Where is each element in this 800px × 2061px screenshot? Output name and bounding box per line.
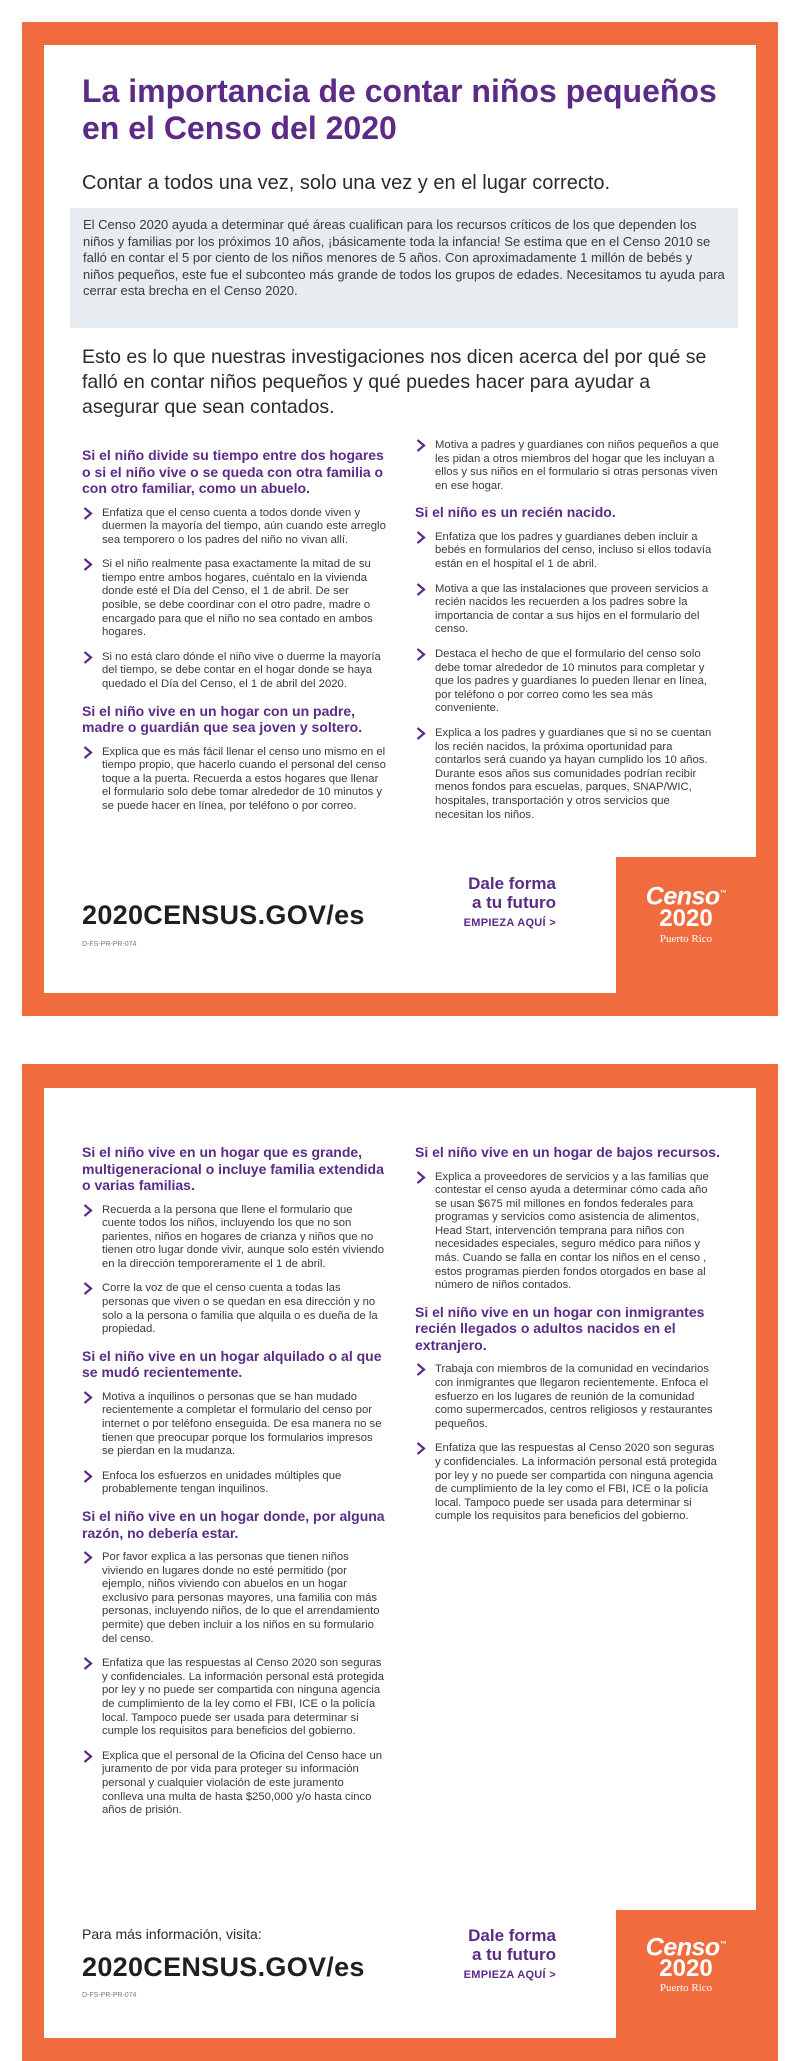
- bullet-text: Si el niño realmente pasa exactamente la mitad de su tiempo entre ambos hogares, cuéntalo en la vivienda donde esté el Día del Censo, el 1 de abril. De ser posible, se debe coordinar con el otro padre, madre o encargado para que el niño no sea contado en ambos hogares.: [102, 558, 373, 639]
- bullet-item: [415, 531, 720, 572]
- chevron-right-icon: [416, 1363, 428, 1377]
- bullet-item: [82, 1282, 387, 1336]
- bullet-item: [415, 648, 720, 716]
- cta-line-2: a tu futuro: [471, 1945, 556, 1964]
- section-heading: Si el niño vive en un hogar con inmigrantes recién llegados o adultos nacidos en el extranjero.: [415, 1303, 705, 1353]
- chevron-right-icon: [416, 1171, 428, 1185]
- census-logo: [616, 857, 756, 993]
- bullet-text: Si no está claro dónde el niño vive o duerme la mayoría del tiempo, se debe contar en el hogar donde se haya quedado el Día del Censo, el 1 de abril del 2020.: [102, 650, 381, 691]
- chevron-right-icon: [416, 1442, 428, 1456]
- chevron-right-icon: [83, 507, 95, 521]
- bullet-item: [82, 1470, 387, 1497]
- chevron-right-icon: [83, 651, 95, 665]
- chevron-right-icon: [83, 1750, 95, 1764]
- chevron-right-icon: [83, 1391, 95, 1405]
- cta-start-link[interactable]: EMPIEZA AQUÍ >: [463, 1969, 556, 1981]
- section: [82, 1348, 387, 1497]
- bullet-text: Corre la voz de que el censo cuenta a todas las personas que viven o se quedan en esa dirección y no solo a la persona o familia que alquila o es dueña de la propiedad.: [102, 1282, 378, 1336]
- chevron-right-icon: [83, 1470, 95, 1484]
- page-2: [0, 1036, 800, 2061]
- content-card: [44, 45, 756, 993]
- logo-trademark: ™: [719, 1941, 727, 1948]
- census-url[interactable]: 2020CENSUS.GOV/es: [82, 900, 365, 930]
- document-code: D-FS-PR-PR-074: [82, 1992, 137, 1999]
- bullet-text: Motiva a padres y guardianes con niños pequeños a que les pidan a otros miembros del hogar que les incluyan a ellos y sus niños en el formulario si otras personas viven en ese hogar.: [435, 439, 719, 492]
- section-heading: Si el niño divide su tiempo entre dos hogares o si el niño vive o se queda con otra familia o con otro familiar, como un abuelo.: [82, 447, 384, 496]
- logo-year: 2020: [659, 905, 713, 932]
- bullet-text: Recuerda a la persona que llene el formulario que cuente todos los niños, incluyendo los que no son parientes, niños en hogares de crianza y niños que no tienen otro lugar donde vivir, aunque solo estén viviendo en la dirección temporeramente el 1 de abril.: [102, 1203, 384, 1270]
- bullet-item: [415, 439, 720, 493]
- chevron-right-icon: [83, 1204, 95, 1218]
- chevron-right-icon: [83, 1657, 95, 1671]
- bullet-text: Explica a proveedores de servicios y a las familias que contestar el censo ayuda a determinar cómo cada año se usan $675 mil millones en fondos federales para programas y servicios como asistencia de alimentos, Head Start, intervención temprana para niños con necesidades especiales, seguro médico para niños y más. Cuando se falla en contar los niños en el censo , estos programas pierden fondos otorgados en base al número de niños contados.: [435, 1170, 709, 1292]
- bullet-item: [82, 558, 387, 640]
- chevron-right-icon: [416, 531, 428, 545]
- document-code: D-FS-PR-PR-074: [82, 941, 137, 948]
- lead-paragraph: Esto es lo que nuestras investigaciones nos dicen acerca del por qué se falló en contar niños pequeños y qué puedes hacer para ayudar a asegurar que sean contados.: [82, 346, 707, 418]
- section: [415, 504, 720, 822]
- chevron-right-icon: [83, 558, 95, 572]
- cta-line-1: Dale forma: [468, 1926, 556, 1945]
- chevron-right-icon: [83, 746, 95, 760]
- section-heading: Si el niño es un recién nacido.: [415, 504, 616, 521]
- bullet-item: [82, 1204, 387, 1272]
- bullet-text: Explica a los padres y guardianes que si no se cuentan los recién nacidos, la próxima oportunidad para contarlos será cuando ya hayan cumplido los 10 años. Durante esos años sus comunidades podrían recibir menos fondos para escuelas, parques, SNAP/WIC, hospitales, transportación y otros servicios que necesitan los niños.: [435, 727, 712, 821]
- bullet-text: Explica que el personal de la Oficina del Censo hace un juramento de por vida para proteger su información personal y cualquier violación de este juramento conlleva una multa de hasta $250,000 y/o hasta cinco años de prisión.: [102, 1749, 383, 1817]
- bullet-text: Enfatiza que los padres y guardianes deben incluir a bebés en formularios del censo, incluso si ellos todavía están en el hospital el 1 de abril.: [435, 530, 712, 571]
- section-heading: Si el niño vive en un hogar alquilado o al que se mudó recientemente.: [82, 1347, 382, 1381]
- chevron-right-icon: [416, 439, 428, 453]
- bullet-text: Motiva a inquilinos o personas que se han mudado recientemente a completar el formulario del censo por internet o por teléfono enseguida. De esa manera no se tienen que preocupar porque los formularios impresos se pierdan en la mudanza.: [102, 1390, 382, 1458]
- bullet-text: Trabaja con miembros de la comunidad en vecindarios con inmigrantes que llegaron recientemente. Enfoca el esfuerzo en los lugares de reunión de la comunidad como supermercados, centros religiosos y restaurantes pequeños.: [435, 1363, 713, 1430]
- bullet-item: [415, 583, 720, 637]
- section: [415, 439, 720, 493]
- section-heading: Si el niño vive en un hogar con un padre, madre o guardián que sea joven y soltero.: [82, 702, 363, 736]
- logo-word: Censo: [645, 882, 720, 911]
- content-card: [44, 1088, 756, 2038]
- chevron-right-icon: [416, 727, 428, 741]
- logo-word: Censo: [645, 1933, 720, 1962]
- intro-box: El Censo 2020 ayuda a determinar qué áreas cualifican para los recursos críticos de los que dependen los niños y familias por los próximos 10 años, ¡básicamente toda la infancia! Se estima que en el Censo 2010 se falló en contar el 5 por ciento de los niños menores de 5 años. Con aproximadamente 1 millón de bebés y niños pequeños, este fue el subconteo más grande de todos los grupos de edades. Necesitamos tu ayuda para cerrar esta brecha en el Censo 2020.: [70, 208, 738, 328]
- bullet-text: Destaca el hecho de que el formulario del censo solo debe tomar alrededor de 10 minutos para completar y que los padres y guardianes lo pueden llenar en línea, por teléfono o por correo como les sea más conveniente.: [435, 648, 707, 715]
- right-column: [415, 1142, 720, 1535]
- section: [415, 1144, 720, 1293]
- cta-block: [416, 1926, 556, 1981]
- bullet-item: [415, 1171, 720, 1293]
- logo-region: Puerto Rico: [659, 933, 713, 945]
- bullet-text: Enfoca los esfuerzos en unidades múltiples que probablemente tengan inquilinos.: [102, 1469, 342, 1496]
- left-column: [82, 1142, 387, 1829]
- chevron-right-icon: [83, 1551, 95, 1565]
- bullet-item: [82, 507, 387, 548]
- census-logo: [616, 1910, 756, 2038]
- bullet-item: [82, 1750, 387, 1818]
- bullet-item: [82, 746, 387, 814]
- section-heading: Si el niño vive en un hogar donde, por alguna razón, no debería estar.: [82, 1508, 385, 1541]
- section: [82, 447, 387, 692]
- bullet-text: Enfatiza que el censo cuenta a todos donde viven y duermen la mayoría del tiempo, aún cuando este arreglo sea temporero o los padres del niño no vivan allí.: [102, 506, 386, 546]
- logo-trademark: ™: [719, 890, 727, 897]
- section: [415, 1304, 720, 1524]
- census-url[interactable]: 2020CENSUS.GOV/es: [82, 1952, 365, 1982]
- more-info-label: Para más información, visita:: [82, 1926, 262, 1942]
- page-title: La importancia de contar niños pequeños en el Censo del 2020: [82, 73, 717, 146]
- cta-start-link[interactable]: EMPIEZA AQUÍ >: [463, 917, 556, 929]
- bullet-text: Por favor explica a las personas que tienen niños viviendo en lugares donde no esté permitido (por ejemplo, niños viviendo con abuelos en un hogar exclusivo para personas mayores, una familia con más personas, incluyendo niños, de lo que el arrendamiento permite) que deben incluir a los niños en su formulario del censo.: [102, 1551, 380, 1645]
- chevron-right-icon: [416, 583, 428, 597]
- bullet-text: Motiva a que las instalaciones que proveen servicios a recién nacidos les recuerden a los padres sobre la importancia de contar a sus hijos en el formulario del censo.: [435, 582, 709, 636]
- logo-region: Puerto Rico: [659, 1982, 713, 1994]
- chevron-right-icon: [83, 1282, 95, 1296]
- subtitle: Contar a todos una vez, solo una vez y en el lugar correcto.: [82, 172, 611, 194]
- logo-year: 2020: [659, 1955, 713, 1982]
- bullet-item: [415, 727, 720, 822]
- bullet-text: Explica que es más fácil llenar el censo uno mismo en el tiempo propio, que hacerlo cuando el personal del censo toque a la puerta. Recuerda a estos hogares que llenar el formulario solo debe tomar alrededor de 10 minutos y se puede hacer en línea, por teléfono o por correo.: [102, 745, 386, 812]
- section: [82, 1508, 387, 1818]
- bullet-text: Enfatiza que las respuestas al Censo 2020 son seguras y confidenciales. La información personal está protegida por ley y no puede ser compartida con ninguna agencia de cumplimiento de la ley como el FBI, ICE o la policía local. Tampoco puede ser usada para determinar si cumple los requisitos para beneficios del gobierno.: [435, 1442, 717, 1523]
- bullet-text: Enfatiza que las respuestas al Censo 2020 son seguras y confidenciales. La información personal está protegida por ley y no puede ser compartida con ninguna agencia de cumplimiento de la ley como el FBI, ICE o la policía local. Tampoco puede ser usada para determinar si cumple los requisitos para beneficios del gobierno.: [102, 1657, 384, 1738]
- section-heading: Si el niño vive en un hogar de bajos recursos.: [415, 1144, 720, 1160]
- bullet-item: [82, 1391, 387, 1459]
- right-column: [415, 437, 720, 833]
- bullet-item: [415, 1442, 720, 1524]
- cta-block: [416, 874, 556, 929]
- chevron-right-icon: [416, 648, 428, 662]
- bullet-item: [82, 651, 387, 692]
- bullet-item: [415, 1363, 720, 1431]
- cta-line-1: Dale forma: [468, 874, 556, 893]
- section: [82, 703, 387, 814]
- cta-line-2: a tu futuro: [471, 893, 556, 912]
- section: [82, 1144, 387, 1337]
- bullet-item: [82, 1551, 387, 1646]
- bullet-item: [82, 1657, 387, 1739]
- section-heading: Si el niño vive en un hogar que es grande, multigeneracional o incluye familia extendida o varias familias.: [82, 1144, 384, 1193]
- left-column: [82, 445, 387, 825]
